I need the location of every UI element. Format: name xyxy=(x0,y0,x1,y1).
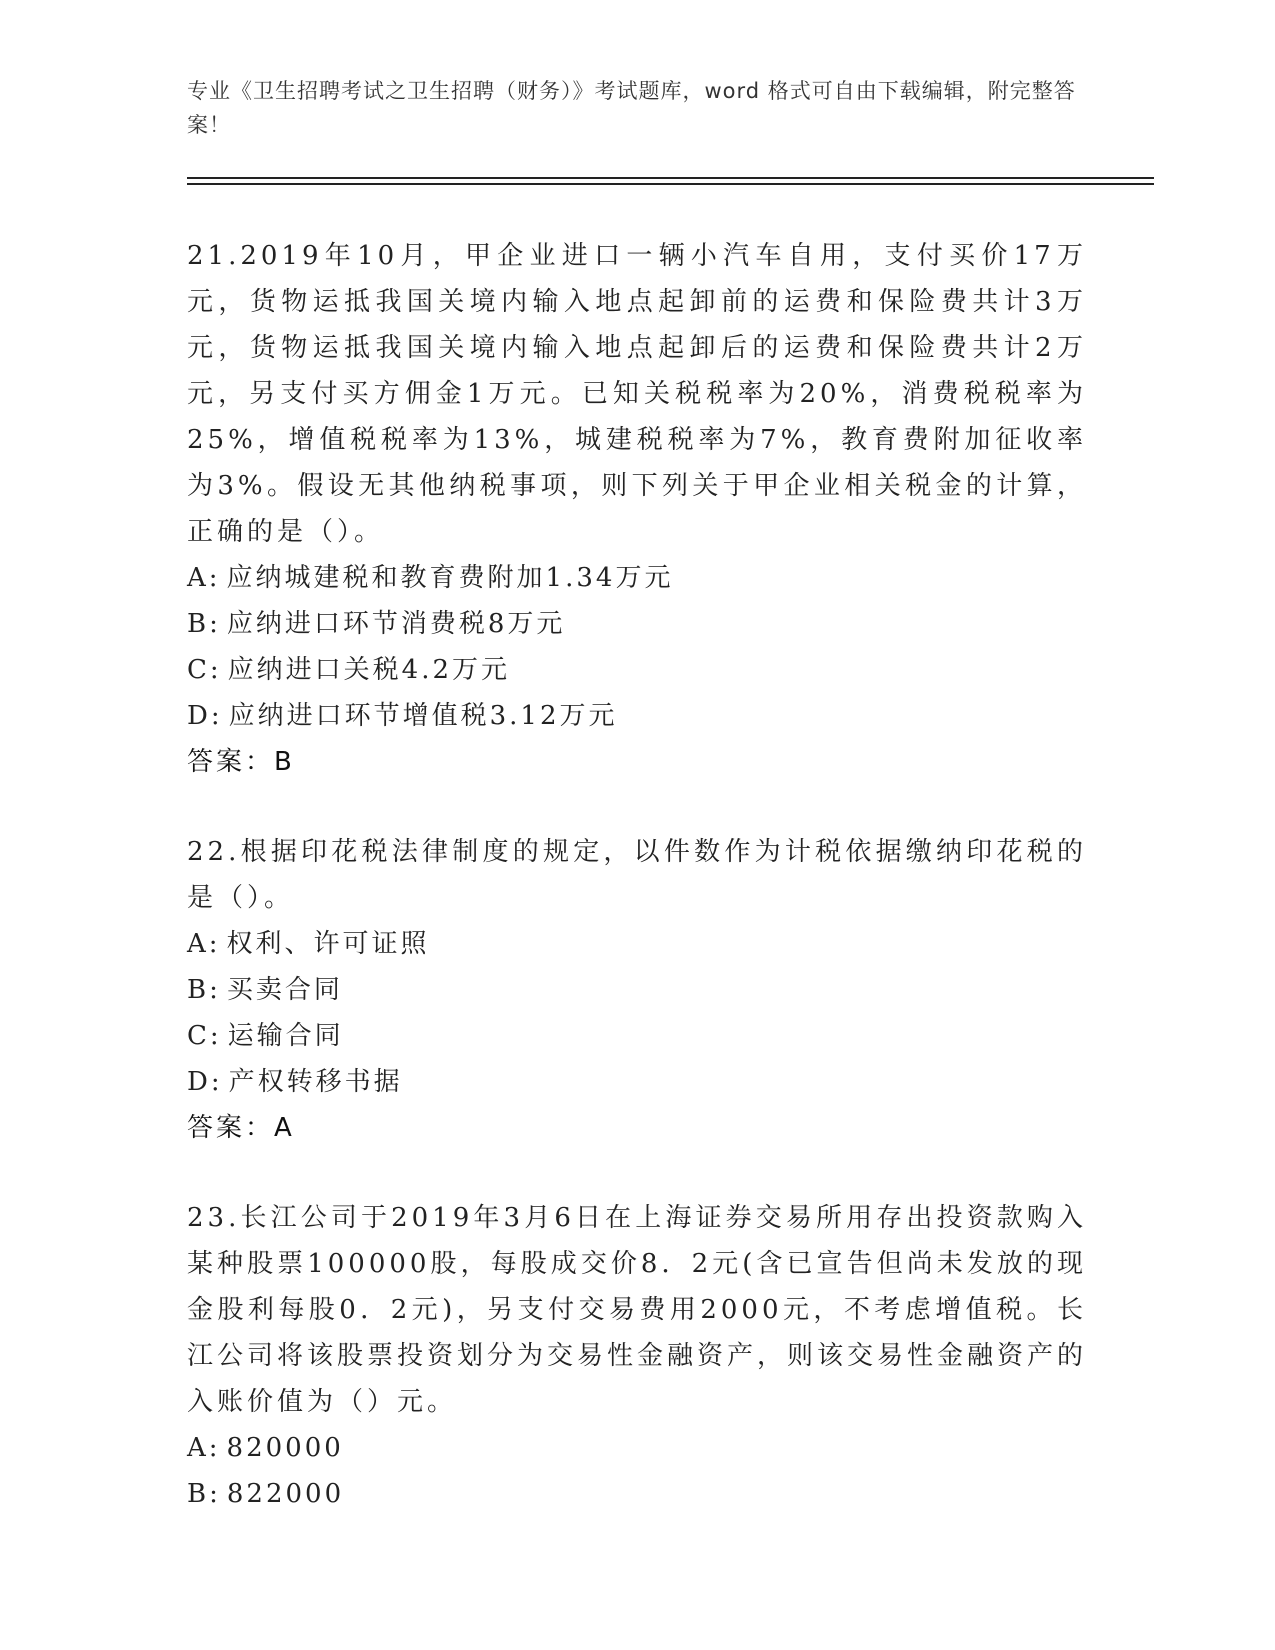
option-text: 权利、许可证照 xyxy=(226,929,430,959)
option-a xyxy=(187,555,1087,601)
option-b xyxy=(187,601,1087,647)
option-a xyxy=(187,1425,1087,1471)
question-22 xyxy=(187,829,1087,1151)
option-text: 应纳城建税和教育费附加1.34万元 xyxy=(226,563,674,593)
option-text: 820000 xyxy=(226,1433,344,1463)
option-b xyxy=(187,1471,1087,1517)
option-b xyxy=(187,967,1087,1013)
option-letter: B: xyxy=(187,1479,221,1509)
header-divider-bottom xyxy=(187,183,1154,185)
question-23 xyxy=(187,1195,1087,1517)
option-a xyxy=(187,921,1087,967)
option-letter: A: xyxy=(187,1433,221,1463)
option-c xyxy=(187,1013,1087,1059)
option-letter: A: xyxy=(187,563,221,593)
header-divider-top xyxy=(187,177,1154,179)
option-letter: C: xyxy=(187,655,222,685)
question-list xyxy=(187,233,1087,1561)
option-letter: C: xyxy=(187,1021,222,1051)
option-d xyxy=(187,693,1087,739)
option-text: 应纳进口环节消费税8万元 xyxy=(226,609,566,639)
question-text: 23.长江公司于2019年3月6日在上海证券交易所用存出投资款购入某种股票100000股，每股成交价8．2元(含已宣告但尚未发放的现金股利每股0．2元)，另支付交易费用2000元，不考虑增值税。长江公司将该股票投资划分为交易性金融资产，则该交易性金融资产的入账价值为（）元。 xyxy=(187,1203,1088,1417)
option-text: 产权转移书据 xyxy=(228,1067,403,1097)
option-c xyxy=(187,647,1087,693)
question-text: 22.根据印花税法律制度的规定，以件数作为计税依据缴纳印花税的是（）。 xyxy=(187,837,1087,913)
option-d xyxy=(187,1059,1087,1105)
option-text: 应纳进口环节增值税3.12万元 xyxy=(228,701,618,731)
option-letter: B: xyxy=(187,609,221,639)
option-letter: D: xyxy=(187,701,223,731)
document-header: 专业《卫生招聘考试之卫生招聘（财务）》考试题库，word 格式可自由下载编辑，附完整答案！ xyxy=(187,79,1076,137)
option-letter: A: xyxy=(187,929,221,959)
answer-line: 答案：A xyxy=(187,1113,295,1143)
option-text: 应纳进口关税4.2万元 xyxy=(227,655,511,685)
question-text: 21.2019年10月，甲企业进口一辆小汽车自用，支付买价17万元，货物运抵我国关境内输入地点起卸前的运费和保险费共计3万元，货物运抵我国关境内输入地点起卸后的运费和保险费共计2万元，另支付买方佣金1万元。已知关税税率为20%，消费税税率为25%，增值税税率为13%，城建税税率为7%，教育费附加征收率为3%。假设无其他纳税事项，则下列关于甲企业相关税金的计算，正确的是（）。 xyxy=(187,241,1087,547)
option-text: 买卖合同 xyxy=(226,975,343,1005)
option-letter: D: xyxy=(187,1067,223,1097)
option-text: 822000 xyxy=(226,1479,345,1509)
option-text: 运输合同 xyxy=(227,1021,344,1051)
question-21 xyxy=(187,233,1087,785)
option-letter: B: xyxy=(187,975,221,1005)
answer-line: 答案：B xyxy=(187,747,295,777)
